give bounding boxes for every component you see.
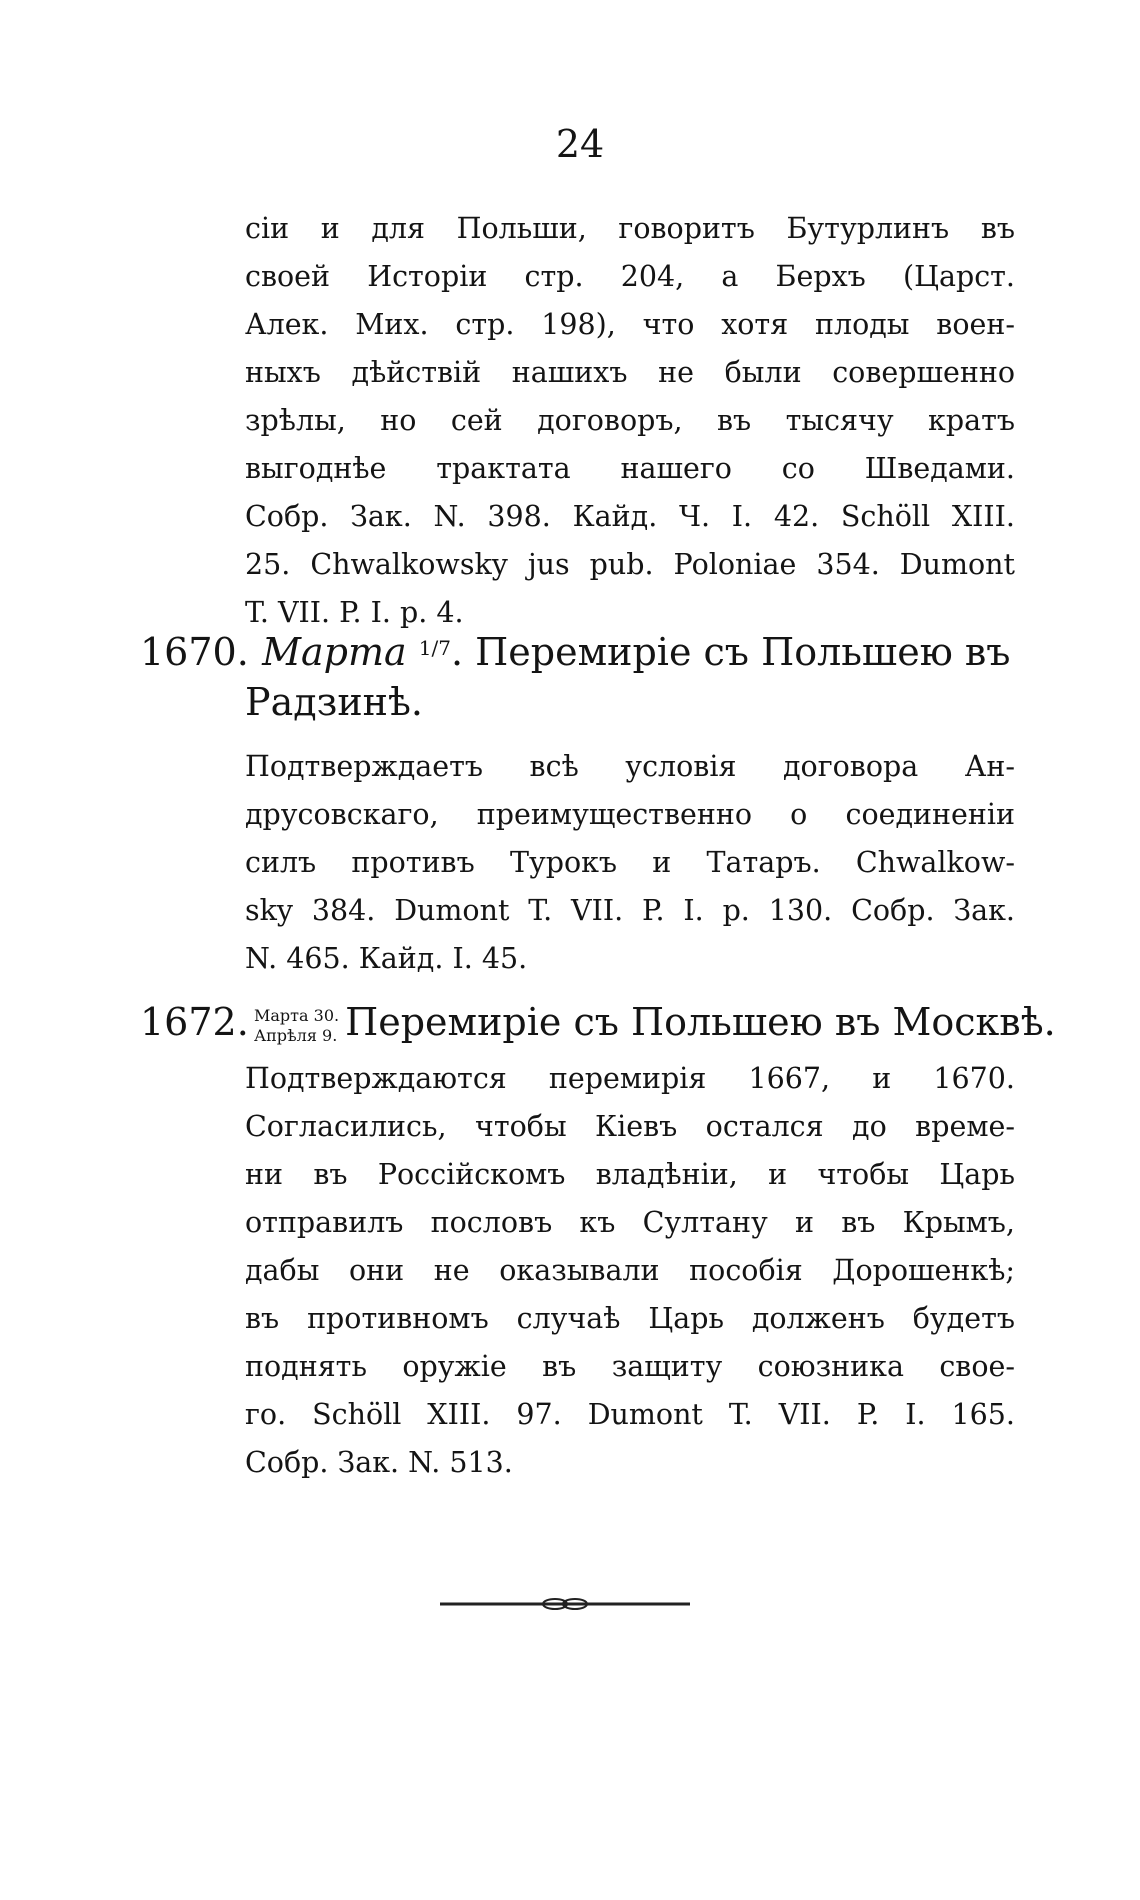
text-line: ни въ Россійскомъ владѣніи, и чтобы Царь	[245, 1158, 1015, 1191]
text-line: Подтверждаются перемирія 1667, и 1670.	[245, 1062, 1015, 1095]
paragraph-continued	[245, 205, 1015, 637]
text-line: sky 384. Dumont T. VII. P. I. p. 130. Собр. Зак.	[245, 894, 1015, 927]
paragraph-1672	[245, 1055, 1015, 1487]
entry-title-continued: Радзинѣ.	[245, 680, 423, 724]
text-line: сіи и для Польши, говоритъ Бутурлинъ въ	[245, 212, 1015, 245]
fraction-numerator: 1	[418, 636, 432, 660]
entry-year: 1670.	[140, 630, 249, 674]
entry-title: Перемиріе съ Польшею въ Москвѣ.	[345, 1000, 1056, 1044]
text-line: го. Schöll XIII. 97. Dumont T. VII. P. I. 165.	[245, 1398, 1015, 1431]
text-line: поднять оружіе въ защиту союзника свое-	[245, 1350, 1015, 1383]
text-line: дабы они не оказывали пособія Дорошенкѣ;	[245, 1254, 1015, 1287]
ornamental-divider	[440, 1594, 690, 1614]
text-line: Согласились, чтобы Кіевъ остался до време-	[245, 1110, 1015, 1143]
entry-date-stack	[254, 1006, 339, 1046]
paragraph-1670	[245, 743, 1015, 983]
entry-title: Перемиріе съ Польшею въ	[475, 630, 1011, 674]
text-line: Собр. Зак. N. 513.	[245, 1446, 513, 1479]
text-line: отправилъ пословъ къ Султану и въ Крымъ,	[245, 1206, 1015, 1239]
text-line: въ противномъ случаѣ Царь долженъ будетъ	[245, 1302, 1015, 1335]
entry-heading-1672	[140, 1000, 1056, 1046]
entry-heading-1670: 1670. Марта $^{1/7}$. Перемиріе съ Польшею въ	[140, 630, 1011, 674]
fraction-denominator: 7	[438, 636, 451, 660]
text-line: своей Исторіи стр. 204, а Берхъ (Царст.	[245, 260, 1015, 293]
entry-year: 1672.	[140, 1000, 249, 1044]
date-bottom: Апрѣля 9.	[254, 1026, 338, 1045]
text-line: зрѣлы, но сей договоръ, въ тысячу кратъ	[245, 404, 1015, 437]
text-line: ныхъ дѣйствій нашихъ не были совершенно	[245, 356, 1015, 389]
text-line: Алек. Мих. стр. 198), что хотя плоды воен-	[245, 308, 1015, 341]
date-fraction: 1/7	[418, 636, 451, 660]
text-line: друсовскаго, преимущественно о соединеніи	[245, 798, 1015, 831]
page-number: 24	[555, 122, 605, 166]
text-line: выгоднѣе трактата нашего со Шведами.	[245, 452, 1015, 485]
text-line: силъ противъ Турокъ и Татаръ. Chwalkow-	[245, 846, 1015, 879]
date-top: Марта 30.	[254, 1006, 340, 1025]
text-line: Подтверждаетъ всѣ условія договора Ан-	[245, 750, 1015, 783]
text-line: Собр. Зак. N. 398. Кайд. Ч. I. 42. Schöll XIII.	[245, 500, 1015, 533]
text-line: 25. Chwalkowsky jus pub. Poloniae 354. Dumont	[245, 548, 1015, 581]
text-line: N. 465. Кайд. I. 45.	[245, 942, 528, 975]
entry-date: Марта	[262, 630, 407, 674]
text-line: T. VII. P. I. p. 4.	[245, 596, 464, 629]
